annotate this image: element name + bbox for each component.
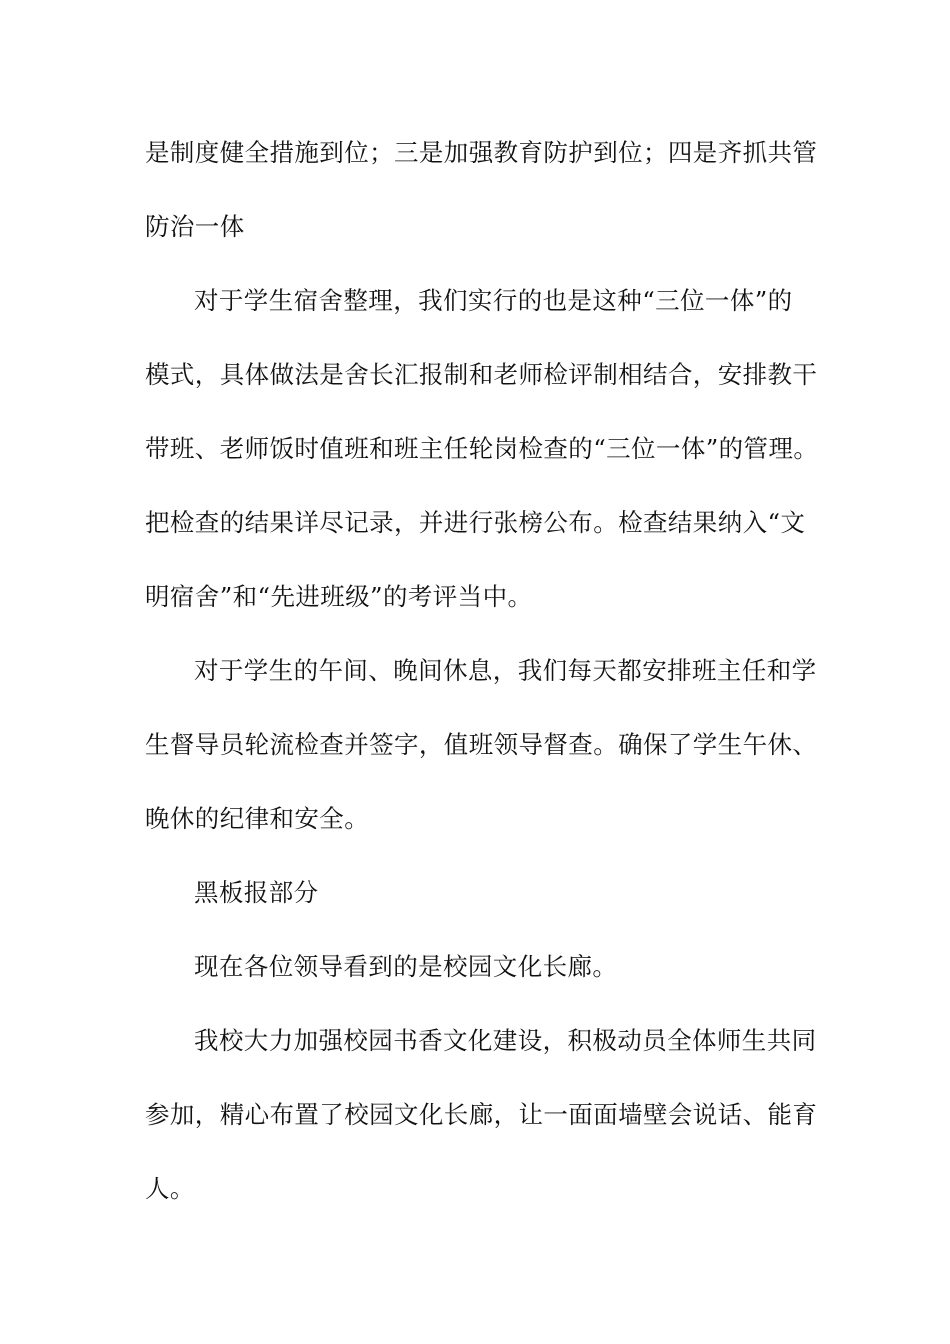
text-line: 参加，精心布置了校园文化长廊，让一面面墙壁会说话、能育 — [145, 1100, 818, 1129]
text-line: 人。 — [145, 1174, 195, 1203]
text-line: 把检查的结果详尽记录，并进行张榜公布。检查结果纳入“文 — [145, 508, 806, 537]
text-line: 防治一体 — [145, 212, 245, 241]
paragraph-start-line: 对于学生宿舍整理，我们实行的也是这种“三位一体”的 — [194, 286, 793, 315]
text-line: 明宿舍”和“先进班级”的考评当中。 — [145, 582, 533, 611]
text-line: 带班、老师饭时值班和班主任轮岗检查的“三位一体”的管理。 — [145, 434, 819, 463]
text-line: 是制度健全措施到位；三是加强教育防护到位；四是齐抓共管 — [145, 138, 818, 167]
paragraph-start-line: 我校大力加强校园书香文化建设，积极动员全体师生共同 — [194, 1026, 817, 1055]
section-heading: 黑板报部分 — [194, 878, 319, 907]
document-body — [145, 126, 819, 1236]
text-line: 晚休的纪律和安全。 — [145, 804, 370, 833]
paragraph-start-line: 现在各位领导看到的是校园文化长廊。 — [194, 952, 618, 981]
text-line: 模式，具体做法是舍长汇报制和老师检评制相结合，安排教干 — [145, 360, 818, 389]
paragraph-start-line: 对于学生的午间、晚间休息，我们每天都安排班主任和学 — [194, 656, 817, 685]
text-line: 生督导员轮流检查并签字，值班领导督查。确保了学生午休、 — [145, 730, 818, 759]
